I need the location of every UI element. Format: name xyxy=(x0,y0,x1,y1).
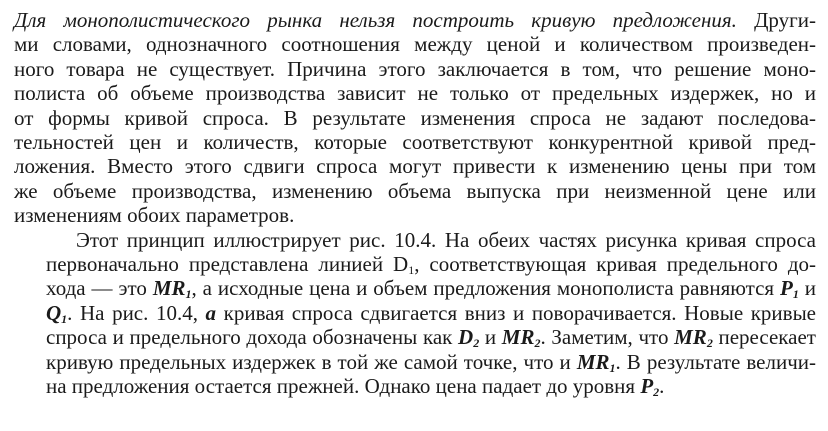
subscript: 1 xyxy=(408,263,415,278)
math-symbol: P xyxy=(780,276,793,301)
subscript: 2 xyxy=(706,336,713,351)
italic-lead-sentence: Для монополистического рынка нельзя построить кривую предложения. xyxy=(14,8,737,32)
text-line: от формы кривой спроса. В результате изменения спроса не задают последова- xyxy=(14,105,816,130)
text-span: спроса и предельного дохода обозначены как xyxy=(46,325,459,350)
text-span: первоначально представлена линией D xyxy=(46,252,409,277)
text-line: же объеме производства, изменению объема выпуска при неизменной цене или xyxy=(14,178,816,203)
subscript: 2 xyxy=(473,336,480,351)
text-line: тельностей цен и количеств, которые соответствуют конкурентной кривой пред- xyxy=(14,130,816,155)
text-line xyxy=(14,325,816,349)
text-line: Этот принцип иллюстрирует рис. 10.4. На обеих частях рисунка кривая спроса xyxy=(76,227,816,252)
figure-part-letter: а xyxy=(205,300,217,325)
subscript: 1 xyxy=(609,360,616,375)
math-symbol: MR xyxy=(152,276,186,301)
text-line xyxy=(14,374,816,398)
text-line xyxy=(14,301,816,325)
math-symbol: D xyxy=(458,325,474,350)
math-symbol: MR xyxy=(501,325,535,350)
text-span: . xyxy=(659,374,665,399)
math-symbol: Q xyxy=(46,300,62,325)
math-symbol: MR xyxy=(576,349,610,374)
text-line xyxy=(14,276,816,300)
text-span: . На рис. 10.4, xyxy=(67,300,206,325)
text-line xyxy=(14,8,816,32)
text-span: кривая спроса сдвигается вниз и поворачивается. Новые кривые xyxy=(216,300,817,325)
text-line xyxy=(14,252,816,276)
text-span: хода — это xyxy=(46,276,153,301)
subscript: 1 xyxy=(61,311,68,326)
subscript: 2 xyxy=(534,336,541,351)
text-span: и xyxy=(479,325,502,350)
text-span: на предложения остается прежней. Однако цена падает до уровня xyxy=(46,374,641,399)
text-span: , а исходные цена и объем предложения монополиста равняются xyxy=(191,276,780,301)
text-span: , соответствующая кривая предельного до- xyxy=(414,252,817,277)
subscript: 2 xyxy=(653,385,660,400)
text-line: ного товара не существует. Причина этого заключается в том, что решение моно- xyxy=(14,56,816,81)
text-line xyxy=(14,350,816,374)
subscript: 1 xyxy=(185,287,192,302)
text-span: . Заметим, что xyxy=(540,325,675,350)
text-span: кривую предельных издержек в той же самой точке, что и xyxy=(46,349,577,374)
math-symbol: MR xyxy=(674,325,707,350)
text-span: и xyxy=(798,276,816,301)
text-line: полиста об объеме производства зависит не только от предельных издержек, но и xyxy=(14,81,816,106)
paragraph-2 xyxy=(14,228,816,399)
text-line: ми словами, однозначного соотношения между ценой и количеством произведен- xyxy=(14,32,816,57)
text-span: . В результате величи- xyxy=(615,349,816,374)
math-symbol: P xyxy=(640,374,654,399)
text-line: ложения. Вместо этого сдвиги спроса могут привести к изменению цены при том xyxy=(14,154,816,179)
paragraph-1 xyxy=(14,8,816,228)
text-span: Други- xyxy=(736,8,816,32)
text-span: пересекает xyxy=(712,325,816,350)
subscript: 1 xyxy=(792,287,799,302)
text-line: изменениям обоих параметров. xyxy=(14,203,295,228)
